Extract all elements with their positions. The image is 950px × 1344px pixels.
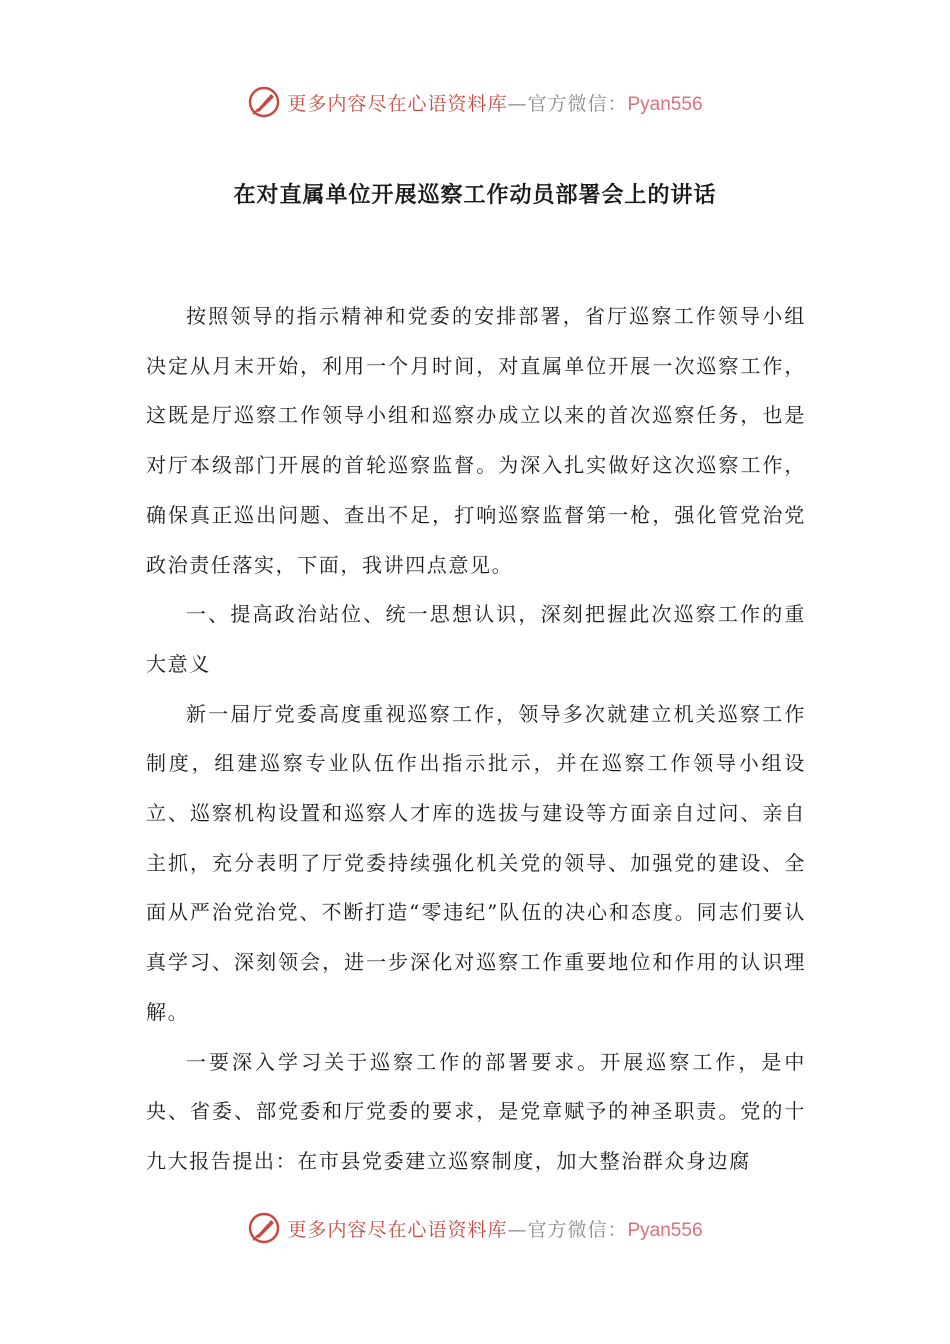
watermark-text <box>287 89 702 116</box>
quill-pen-logo-icon <box>247 1211 281 1245</box>
watermark-label: 官方微信： <box>527 1218 628 1241</box>
watermark-text <box>287 1215 702 1242</box>
document-title: 在对直属单位开展巡察工作动员部署会上的讲话 <box>233 183 717 208</box>
footer-watermark <box>0 1208 950 1248</box>
header-watermark <box>0 82 950 122</box>
paragraph-point-1: 一要深入学习关于巡察工作的部署要求。开展巡察工作，是中央、省委、部党委和厅党委的要求，是党章赋予的神圣职责。党的十九大报告提出：在市县党委建立巡察制度，加大整治群众身边腐 <box>146 1049 806 1173</box>
section-heading-1: 一、提高政治站位、统一思想认识，深刻把握此次巡察工作的重大意义 <box>146 602 806 676</box>
document-body <box>146 292 806 1187</box>
paragraph-intro: 按照领导的指示精神和党委的安排部署，省厅巡察工作领导小组决定从月末开始，利用一个月时间，对直属单位开展一次巡察工作，这既是厅巡察工作领导小组和巡察办成立以来的首次巡察任务，也是对厅本级部门开展的首轮巡察监督。为深入扎实做好这次巡察工作，确保真正巡出问题、查出不足，打响巡察监督第一枪，强化管党治党政治责任落实，下面，我讲四点意见。 <box>146 304 806 577</box>
watermark-site: 更多内容尽在心语资料库 <box>287 92 508 115</box>
watermark-wechat-id: Pyan556 <box>627 93 703 115</box>
watermark-dash: — <box>507 1218 528 1241</box>
quill-pen-logo-icon <box>247 85 281 119</box>
watermark-wechat-id: Pyan556 <box>627 1219 703 1241</box>
watermark-dash: — <box>507 92 528 115</box>
paragraph-section-1: 新一届厅党委高度重视巡察工作，领导多次就建立机关巡察工作制度，组建巡察专业队伍作出指示批示，并在巡察工作领导小组设立、巡察机构设置和巡察人才库的选拔与建设等方面亲自过问、亲自主抓，充分表明了厅党委持续强化机关党的领导、加强党的建设、全面从严治党治党、不断打造“零违纪”队伍的决心和态度。同志们要认真学习、深刻领会，进一步深化对巡察工作重要地位和作用的认识理解。 <box>146 701 806 1024</box>
watermark-site: 更多内容尽在心语资料库 <box>287 1218 508 1241</box>
watermark-label: 官方微信： <box>527 92 628 115</box>
